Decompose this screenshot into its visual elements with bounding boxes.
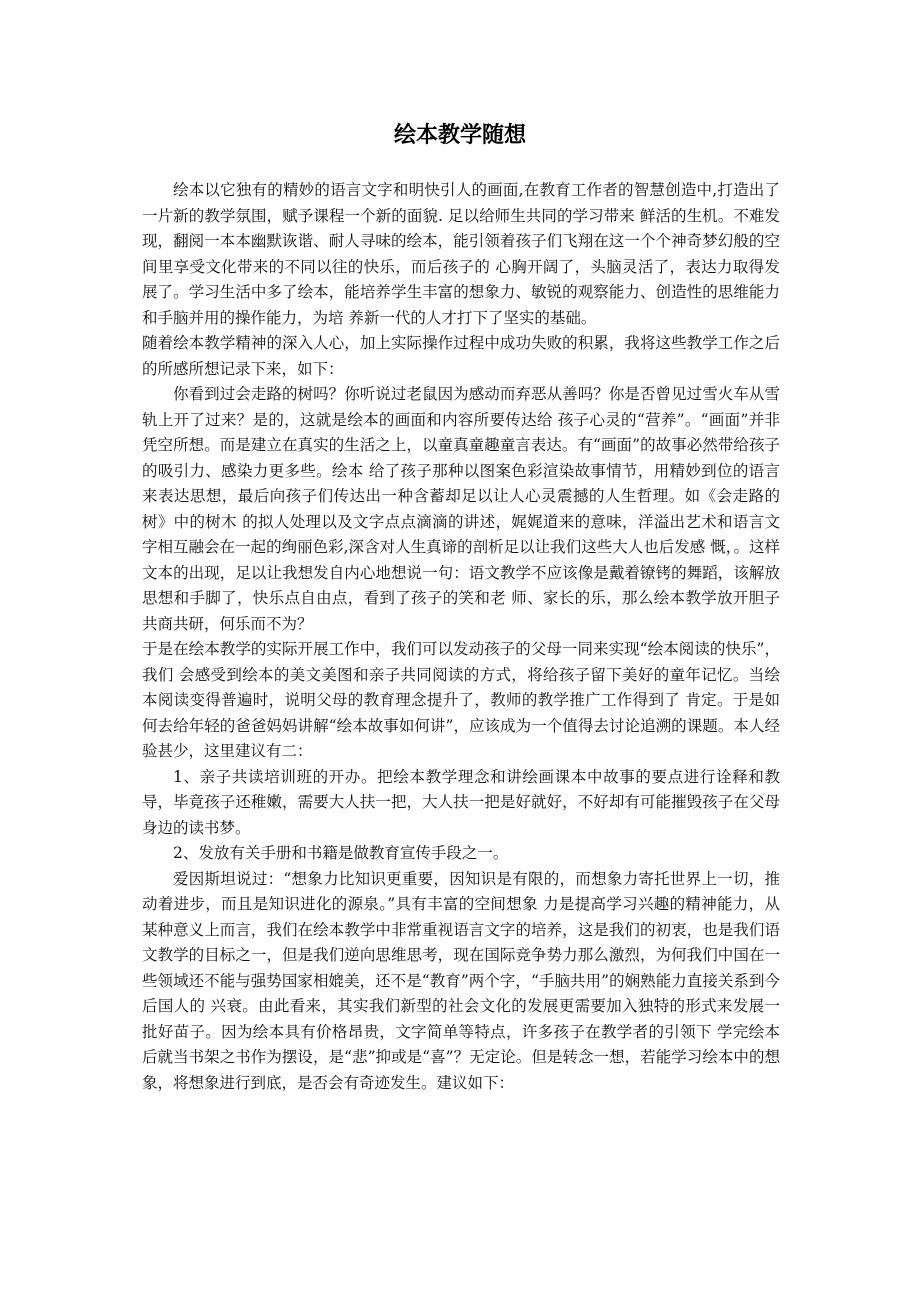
paragraph-parents: 于是在绘本教学的实际开展工作中，我们可以发动孩子的父母一同来实现“绘本阅读的快乐”，我们 会感受到绘本的美文美图和亲子共同阅读的方式，将给孩子留下美好的童年记忆。当绘本阅读变得普遍时，说明父母的教育理念提升了，教师的教学推广工作得到了 肯定。于是如何去给年轻的爸爸妈妈讲解“绘本故事如何讲”，应该成为一个值得去讨论追溯的课题。本人经验甚少，这里建议有二：: [142, 640, 780, 760]
paragraph-einstein: 爱因斯坦说过：“想象力比知识更重要，因知识是有限的，而想象力寄托世界上一切，推动着进步，而且是知识进化的源泉。”具有丰富的空间想象 力是提高学习兴趣的精神能力，从某种意义上而言，我们在绘本教学中非常重视语言文字的培养，这是我们的初衷，也是我们语文教学的目标之一，但是我们逆向思维思考，现在国际竞争势力那么激烈，为何我们中国在一些领域还不能与强势国家相媲美，还不是“教育”两个字，“手脑共用”的娴熟能力直接关系到今后国人的 兴衰。由此看来，其实我们新型的社会文化的发展更需要加入独特的形式来发展一批好苗子。因为绘本具有价格昂贵，文字简单等特点，许多孩子在教学者的引领下 学完绘本后就当书架之书作为摆设，是“悲”抑或是“喜”？无定论。但是转念一想，若能学习绘本中的想象，将想象进行到底，是否会有奇迹发生。建议如下：: [142, 869, 780, 1092]
paragraph-suggestion-2: 2、发放有关手册和书籍是做教育宣传手段之一。: [173, 844, 509, 862]
document-body: [142, 178, 780, 1096]
paragraph-intro: 绘本以它独有的精妙的语言文字和明快引人的画面,在教育工作者的智慧创造中,打造出了一片新的教学氛围，赋予课程一个新的面貌. 足以给师生共同的学习带来 鲜活的生机。不难发现，翻阅一本本幽默诙谐、耐人寻味的绘本，能引领着孩子们飞翔在这一个个神奇梦幻般的空间里享受文化带来的不同以往的快乐，而后孩子的 心胸开阔了，头脑灵活了，表达力取得发展了。学习生活中多了绘本，能培养学生丰富的想象力、敏锐的观察能力、创造性的思维能力和手脑并用的操作能力，为培 养新一代的人才打下了坚实的基础。: [142, 181, 780, 327]
document-title: 绘本教学随想: [393, 123, 526, 148]
paragraph-suggestion-1: 1、亲子共读培训班的开办。把绘本教学理念和讲绘画课本中故事的要点进行诠释和教导，毕竟孩子还稚嫩，需要大人扶一把，大人扶一把是好就好，不好却有可能摧毁孩子在父母身边的读书梦。: [142, 767, 780, 837]
paragraph-background: 随着绘本教学精神的深入人心，加上实际操作过程中成功失败的积累，我将这些教学工作之后的所感所想记录下来，如下：: [142, 334, 780, 378]
paragraph-walking-tree: 你看到过会走路的树吗？你听说过老鼠因为感动而弃恶从善吗？你是否曾见过雪火车从雪轨上开了过来？是的，这就是绘本的画面和内容所要传达给 孩子心灵的“营养”。“画面”并非凭空所想。而是建立在真实的生活之上，以童真童趣童言表达。有“画面”的故事必然带给孩子的吸引力、感染力更多些。绘本 给了孩子那种以图案色彩渲染故事情节，用精妙到位的语言来表达思想，最后向孩子们传达出一种含蓄却足以让人心灵震撼的人生哲理。如《会走路的树》中的树木 的拟人处理以及文字点点滴滴的讲述，娓娓道来的意味，洋溢出艺术和语言文字相互融会在一起的绚丽色彩,深含对人生真谛的剖析足以让我们这些大人也后发感 慨，。这样文本的出现，足以让我想发自内心地想说一句：语文教学不应该像是戴着镣铐的舞蹈，该解放思想和手脚了，快乐点自由点，看到了孩子的笑和老 师、家长的乐，那么绘本教学放开胆子共商共研，何乐而不为？: [142, 385, 780, 633]
